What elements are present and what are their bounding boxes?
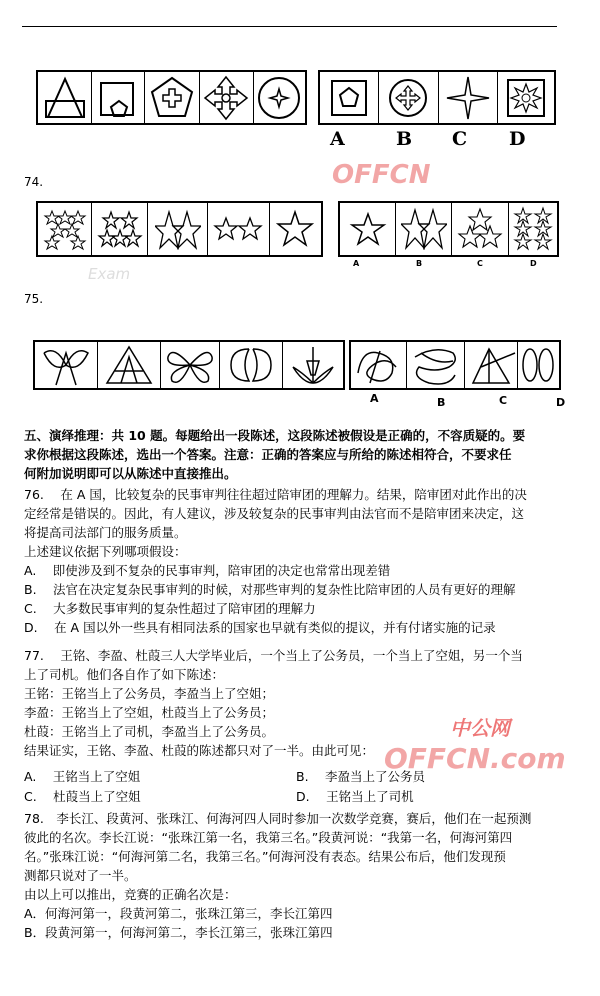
q73-option-c-cell — [439, 72, 498, 123]
q78-line: 由以上可以推出，竞赛的正确名次是： — [24, 887, 237, 902]
q75-stem-box — [33, 340, 345, 390]
q74-stem-cell-2 — [92, 203, 148, 255]
pentagon-in-square-option-icon — [326, 75, 372, 121]
q75-stem-cell-3 — [161, 342, 220, 388]
overlapping-stars-option-icon — [401, 206, 447, 252]
lotus-shape-icon — [285, 343, 341, 387]
five-stars-icon — [97, 206, 143, 252]
triangle-in-rect-icon — [42, 75, 88, 121]
section5-line: 何附加说明即可以从陈述中直接推出。 — [24, 466, 237, 481]
q77-option-b: B. 李盈当上了公务员 — [296, 769, 426, 784]
loops-option-icon — [409, 343, 461, 387]
q73-stem-cell-3 — [145, 72, 199, 123]
q74-option-a-label: A — [353, 259, 360, 268]
q77-option-d: D. 王铭当上了司机 — [296, 789, 414, 804]
offcn-watermark: OFFCN — [332, 160, 431, 190]
q75-options-box — [349, 340, 561, 390]
q75-option-d-cell — [518, 342, 559, 388]
offcn-com-watermark: OFFCN.com — [384, 742, 566, 775]
star-in-circle-icon — [256, 75, 302, 121]
q74-option-a-cell — [340, 203, 396, 255]
three-stars-option-icon — [457, 206, 503, 252]
q74-stem-cell-1 — [38, 203, 92, 255]
two-ovals-option-icon — [518, 343, 558, 387]
q75-option-a-label: A — [370, 392, 379, 405]
q76-option-d: D. 在 A 国以外一些具有相同法系的国家也早就有类似的提议，并有付诸实施的记录 — [24, 620, 496, 635]
q73-option-d-cell — [498, 72, 554, 123]
q73-option-d-label: D — [509, 128, 526, 150]
q76-line: 76. 在 A 国，比较复杂的民事审判往往超过陪审团的理解力。结果，陪审团对此作出的决 — [24, 487, 527, 502]
q76-line: 将提高司法部门的服务质量。 — [24, 525, 187, 540]
q74-number: 74. — [24, 175, 44, 189]
zhonggong-watermark: 中公网 — [450, 716, 510, 740]
six-stars-option-icon — [510, 206, 556, 252]
exam-watermark: Exam — [88, 265, 131, 283]
q73-stem-cell-4 — [200, 72, 254, 123]
seven-stars-icon — [42, 206, 88, 252]
leaf-curves-icon — [38, 343, 94, 387]
burst-in-square-icon — [503, 75, 549, 121]
q76-block — [24, 485, 527, 637]
q78-line: 名。”张珠江说：“何海河第二名，我第三名。”何海河没有表态。结果公布后，他们发现预 — [24, 849, 506, 864]
q77-line: 李盈：王铭当上了空姐，杜葭当上了公务员； — [24, 705, 275, 720]
q77-line: 结果证实，王铭、李盈、杜葭的陈述都只对了一半。由此可见： — [24, 743, 375, 758]
triangles-icon — [101, 343, 157, 387]
q74-stem-cell-4 — [208, 203, 270, 255]
q74-option-b-cell — [396, 203, 452, 255]
two-stars-icon — [213, 206, 263, 252]
q76-option-c: C. 大多数民事审判的复杂性超过了陪审团的理解力 — [24, 601, 316, 616]
q78-option-b: B．段黄河第一，何海河第二，李长江第三，张珠江第四 — [24, 925, 333, 940]
q73-option-a-label: A — [330, 128, 345, 150]
arrows-cross-icon — [203, 75, 249, 121]
q76-line: 上述建议依据下列哪项假设： — [24, 544, 187, 559]
q75-stem-cell-4 — [220, 342, 283, 388]
q75-option-b-cell — [407, 342, 465, 388]
four-point-star-icon — [445, 75, 491, 121]
q77-option-a: A. 王铭当上了空姐 — [24, 769, 141, 784]
q73-stem-cell-5 — [254, 72, 305, 123]
q74-option-b-label: B — [416, 259, 423, 268]
q73-option-a-cell — [320, 72, 379, 123]
q77-line: 上了司机。他们各自作了如下陈述： — [24, 667, 225, 682]
pentagon-in-square-icon — [95, 75, 141, 121]
section5-line: 五、演绎推理：共 10 题。每题给出一段陈述，这段陈述被假设是正确的，不容质疑的。要 — [24, 428, 526, 443]
q77-line: 77. 王铭、李盈、杜葭三人大学毕业后，一个当上了公务员，一个当上了空姐，另一个当 — [24, 648, 523, 663]
cross-in-pentagon-icon — [149, 75, 195, 121]
q77-line: 杜葭：王铭当上了司机，李盈当上了公务员。 — [24, 724, 275, 739]
q74-options-box — [338, 201, 559, 257]
q74-stem-box — [36, 201, 323, 257]
q74-stem-cell-5 — [270, 203, 321, 255]
section5-heading — [24, 426, 525, 483]
q76-line: 定经常是错误的。因此，有人建议，涉及较复杂的民事审判由法官而不是陪审团来决定，这 — [24, 506, 525, 521]
q75-stem-cell-1 — [35, 342, 98, 388]
q75-option-c-cell — [465, 342, 518, 388]
q75-option-b-label: B — [437, 396, 446, 409]
q74-option-c-label: C — [477, 259, 483, 268]
q75-stem-cell-5 — [283, 342, 343, 388]
q73-option-b-cell — [379, 72, 438, 123]
scribble-option-icon — [352, 343, 404, 387]
q73-stem-box — [36, 70, 307, 125]
q76-option-a: A. 即使涉及到不复杂的民事审判，陪审团的决定也常常出现差错 — [24, 563, 391, 578]
q78-line: 测都只说对了一半。 — [24, 868, 137, 883]
q74-option-c-cell — [452, 203, 508, 255]
q73-stem-cell-1 — [38, 72, 92, 123]
q75-option-c-label: C — [499, 394, 508, 407]
q75-stem-cell-2 — [98, 342, 161, 388]
q73-stem-cell-2 — [92, 72, 145, 123]
q74-option-d-label: D — [530, 259, 537, 268]
q77-line: 王铭：王铭当上了公务员，李盈当上了空姐； — [24, 686, 275, 701]
q78-block — [24, 809, 531, 942]
q76-option-b: B. 法官在决定复杂民事审判的时候，对那些审判的复杂性比陪审团的人员有更好的理解 — [24, 582, 516, 597]
q74-option-d-cell — [509, 203, 557, 255]
q75-option-a-cell — [351, 342, 407, 388]
q78-line: 彼此的名次。李长江说：“张珠江第一名，我第三名。”段黄河说：“我第一名，何海河第四 — [24, 830, 513, 845]
top-rule — [22, 26, 557, 27]
q73-option-b-label: B — [396, 128, 413, 150]
butterfly-icon — [162, 343, 218, 387]
arrows-in-circle-icon — [385, 75, 431, 121]
section5-line: 求你根据这段陈述，选出一个答案。注意：正确的答案应与所给的陈述相符合，不要求任 — [24, 447, 512, 462]
q75-option-d-label: D — [556, 396, 566, 409]
q77-option-c: C. 杜葭当上了空姐 — [24, 789, 141, 804]
single-star-option-icon — [345, 206, 391, 252]
q73-options-box — [318, 70, 556, 125]
opposed-arcs-icon — [223, 343, 279, 387]
triangle-cut-option-icon — [465, 343, 517, 387]
q73-option-c-label: C — [452, 128, 468, 150]
q78-line: 78. 李长江、段黄河、张珠江、何海河四人同时参加一次数学竞赛，赛后，他们在一起预测 — [24, 811, 532, 826]
q78-option-a: A．何海河第一，段黄河第二，张珠江第三，李长江第四 — [24, 906, 333, 921]
one-star-icon — [272, 206, 318, 252]
overlapping-stars-icon — [155, 206, 201, 252]
q75-number: 75. — [24, 292, 44, 306]
q74-stem-cell-3 — [148, 203, 207, 255]
